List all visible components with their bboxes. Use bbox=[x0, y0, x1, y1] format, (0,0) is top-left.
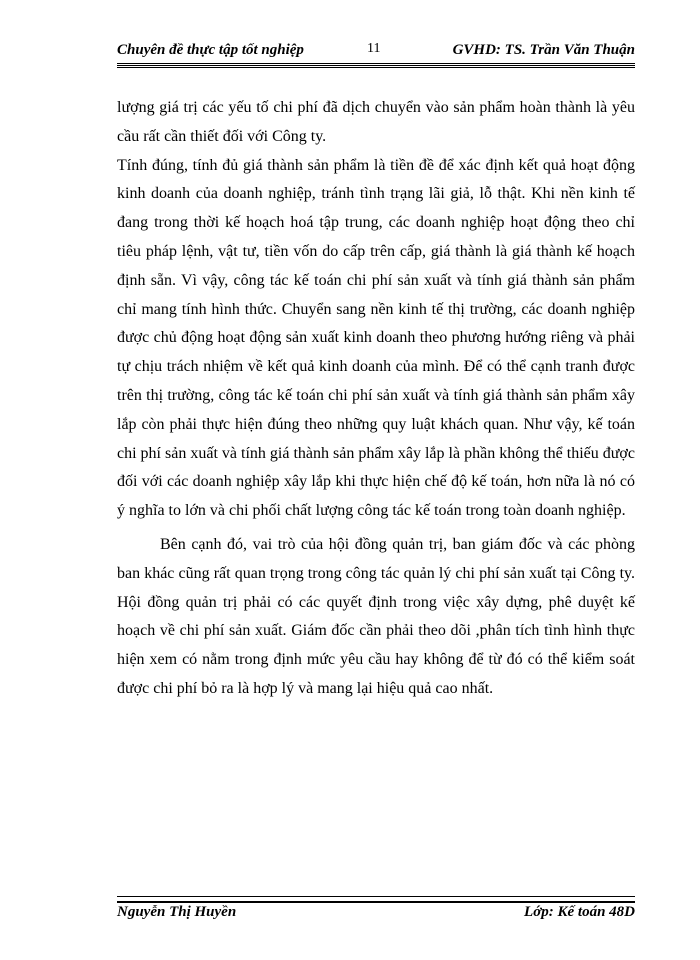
paragraph-continuation: lượng giá trị các yếu tố chi phí đã dịch chuyển vào sản phẩm hoàn thành là yêu cầu rất cần thiết đối với Công ty. bbox=[117, 99, 635, 145]
header-divider bbox=[117, 63, 635, 66]
document-title: Chuyên đề thực tập tốt nghiệp bbox=[117, 42, 304, 58]
page-number: 11 bbox=[367, 41, 381, 56]
document-body bbox=[117, 94, 635, 704]
supervisor-name: GVHD: TS. Trần Văn Thuận bbox=[452, 42, 635, 58]
page-footer bbox=[117, 904, 635, 928]
author-name: Nguyễn Thị Huyền bbox=[117, 904, 237, 920]
paragraph-management-role: Bên cạnh đó, vai trò của hội đồng quản trị, ban giám đốc và các phòng ban khác cũng rất quan trọng trong công tác quản lý chi phí sản xuất tại Công ty. Hội đồng quản trị phải có các quyết định trong việc xây dựng, phê duyệt kế hoạch về chi phí sản xuất. Giám đốc cần phải theo dõi ,phân tích tình hình thực hiện xem có nằm trong định mức yêu cầu hay không để từ đó có thể kiểm soát được chi phí bỏ ra là hợp lý và mang lại hiệu quả cao nhất. bbox=[117, 535, 635, 697]
class-label: Lớp: Kế toán 48D bbox=[524, 904, 635, 920]
page-header bbox=[117, 38, 635, 62]
paragraph-cost-accounting: Tính đúng, tính đủ giá thành sản phẩm là tiền đề để xác định kết quả hoạt động kinh doanh của doanh nghiệp, tránh tình trạng lãi giả, lỗ thật. Khi nền kinh tế đang trong thời kế hoạch hoá tập trung, các doanh nghiệp hoạt động theo chỉ tiêu pháp lệnh, vật tư, tiền vốn do cấp trên cấp, giá thành là giá thành kế hoạch định sẵn. Vì vậy, công tác kế toán chi phí sản xuất và tính giá thành sản phẩm chỉ mang tính hình thức. Chuyển sang nền kinh tế thị trường, các doanh nghiệp được chủ động hoạt động sản xuất kinh doanh theo phương hướng riêng và phải tự chịu trách nhiệm về kết quả kinh doanh của mình. Để có thể cạnh tranh được trên thị trường, công tác kế toán chi phí sản xuất và tính giá thành sản phẩm xây lắp còn phải thực hiện đúng theo những quy luật khách quan. Như vậy, kế toán chi phí sản xuất và tính giá thành sản phẩm xây lắp là phần không thể thiếu được đối với các doanh nghiệp xây lắp khi thực hiện chế độ kế toán, hơn nữa là nó có ý nghĩa to lớn và chi phối chất lượng công tác kế toán trong toàn doanh nghiệp. bbox=[117, 156, 635, 520]
footer-divider bbox=[117, 896, 635, 903]
